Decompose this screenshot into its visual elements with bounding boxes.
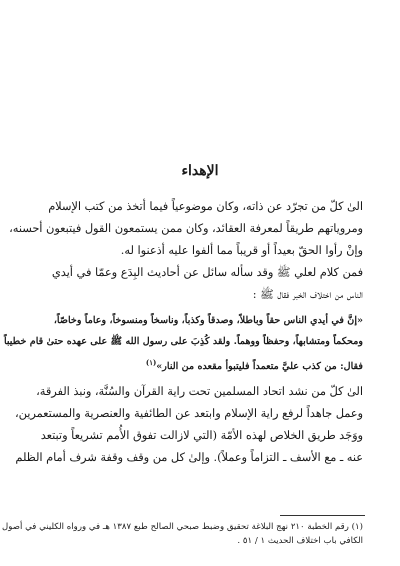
text-line: ووَجَد طريق الخلاص لهذه الأمّة (التي لازالت تفوق الأُمم تشريعاً وتبتعد <box>40 429 363 443</box>
footnote-divider <box>280 515 365 516</box>
text-line: عنه ـ مع الأسف ـ التزاماً وعملاً). وإلىٰ كل من وقف وقفة شرف أمام الظلم <box>15 451 363 465</box>
footnote-line: (١) رقم الخطبة ٢١٠ نهج البلاغة تحقيق وضبط صبحي الصالح طبع ١٣٨٧ هـ في ورواه الكليني في أصول <box>2 522 363 532</box>
text-line: وإنْ رأوا الحقّ بعيداً أو قريباً مما ألفوا عليه أذعنوا له. <box>120 244 363 257</box>
footnote-line: الكافي باب اختلاف الحديث ١ / ٥١ . <box>237 536 363 546</box>
text-line: ومروياتهم طريقاً لمعرفة العقائد، وكان ممن يستمعون القول فيتبعون أحسنه، <box>9 222 363 235</box>
hadith-line <box>35 352 363 377</box>
page-title: الإهداء <box>181 163 219 179</box>
closing-paragraph <box>15 381 363 469</box>
hadith-line: ومحكماً ومتشابهاً، وحفظاً ووهماً. ولقد كُذِبَ على رسول الله ﷺ على عهده حتىٰ قام خطيباً <box>3 336 363 347</box>
footnote-marker[interactable]: (١) <box>145 358 157 367</box>
text-line: الناس من اختلاف الخبر فقال ﷺ : <box>252 288 363 301</box>
text-line: الىٰ كلّ من تجرّد عن ذاته، وكان موضوعياً فيما أتخذ من كتب الإسلام <box>48 200 363 213</box>
dedication-paragraph-1 <box>9 196 363 262</box>
text-line: فمن كلام لعلي ﷺ وقد سأله سائل عن أحاديث البِدَع وعمّا في أيدي <box>51 266 363 279</box>
hadith-line-text: فقال: من كذب عليَّ متعمداً فليتبوأ مقعده من النار» <box>156 361 363 373</box>
text-line: الىٰ كلّ من نشد اتحاد المسلمين تحت راية القرآن والسُنَّة، ونبذ الفرقة، <box>36 385 363 399</box>
footnote <box>2 520 363 548</box>
hadith-line: «إنَّ في أيدي الناس حقاً وباطلاً، وصدقاً وكذباً، وناسخاً ومنسوخاً، وعاماً وخاصّاً، <box>53 315 363 326</box>
main-text <box>3 196 363 469</box>
text-line: وعمل جاهداً لرفع راية الإسلام وابتعد عن الطائفية والعنصرية والمستعمرين، <box>15 407 363 421</box>
hadith-quote <box>3 310 363 377</box>
dedication-paragraph-2 <box>35 262 363 306</box>
